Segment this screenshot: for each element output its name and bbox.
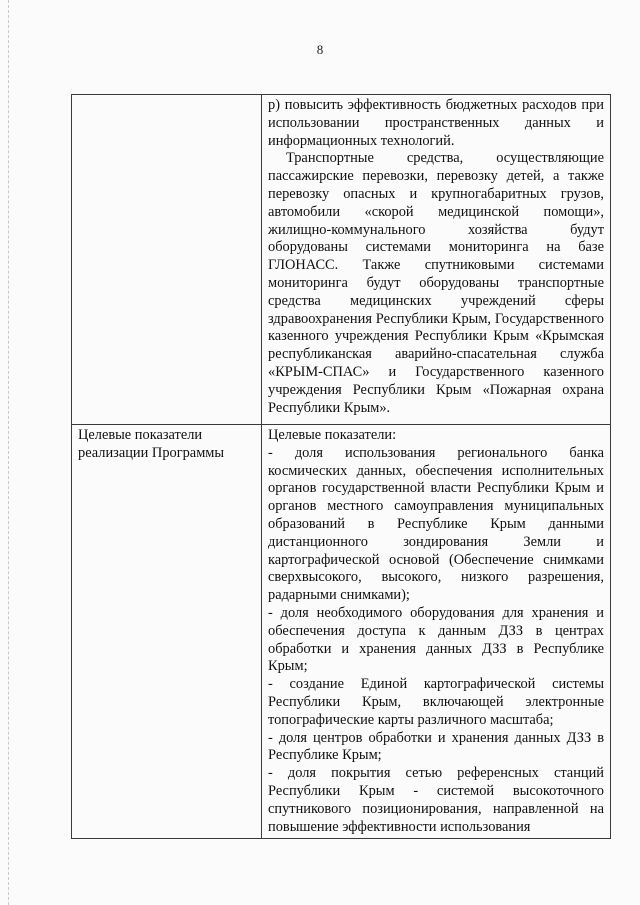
row-content-cell — [262, 425, 611, 839]
list-item: - доля центров обработки и хранения данных ДЗЗ в Республике Крым; — [268, 729, 604, 764]
table-row — [72, 95, 611, 425]
section-heading: Целевые показатели: — [268, 427, 397, 443]
list-item: - доля использования регионального банка космических данных, обеспечения исполнительных органов государственной власти Республики Крым и органов местного самоуправления муниципальных образований в Республике Крым данными дистанционного зондирования Земли и картографической основой (Обеспечение снимками сверхвысокого, высокого, низкого разрешения, радарными снимками); — [268, 444, 604, 604]
list-item: - доля необходимого оборудования для хранения и обеспечения доступа к данным ДЗЗ в центрах обработки и хранения данных ДЗЗ в Республике Крым; — [268, 604, 604, 675]
list-item: - доля покрытия сетью референсных станций Республики Крым - системой высокоточного спутникового позиционирования, направленной на повышение эффективности использования — [268, 765, 604, 835]
page-number: 8 — [316, 42, 324, 57]
row-label: Целевые показатели реализации Программы — [78, 427, 225, 461]
row-label-cell — [72, 425, 262, 839]
row-content-cell — [262, 95, 611, 425]
row-label-cell — [72, 95, 262, 425]
paragraph: р) повысить эффективность бюджетных расходов при использовании пространственных данных и информационных технологий. — [268, 97, 604, 149]
scan-edge — [8, 0, 9, 905]
program-passport-table — [71, 94, 611, 839]
list-item: - создание Единой картографической системы Республики Крым, включающей электронные топографические карты различного масштаба; — [268, 676, 604, 728]
table-row — [72, 425, 611, 839]
paragraph: Транспортные средства, осуществляющие пассажирские перевозки, перевозку детей, а также перевозку опасных и крупногабаритных грузов, автомобили «скорой медицинской помощи», жилищно-коммунального хозяйства будут оборудованы системами мониторинга на базе ГЛОНАСС. Также спутниковыми системами мониторинга будут оборудованы транспортные средства медицинских учреждений сферы здравоохранения Республики Крым, Государственного казенного учреждения Республики Крым «Крымская республиканская аварийно-спасательная служба «КРЫМ-СПАС» и Государственного казенного учреждения Республики Крым «Пожарная охрана Республики Крым». — [268, 150, 604, 416]
